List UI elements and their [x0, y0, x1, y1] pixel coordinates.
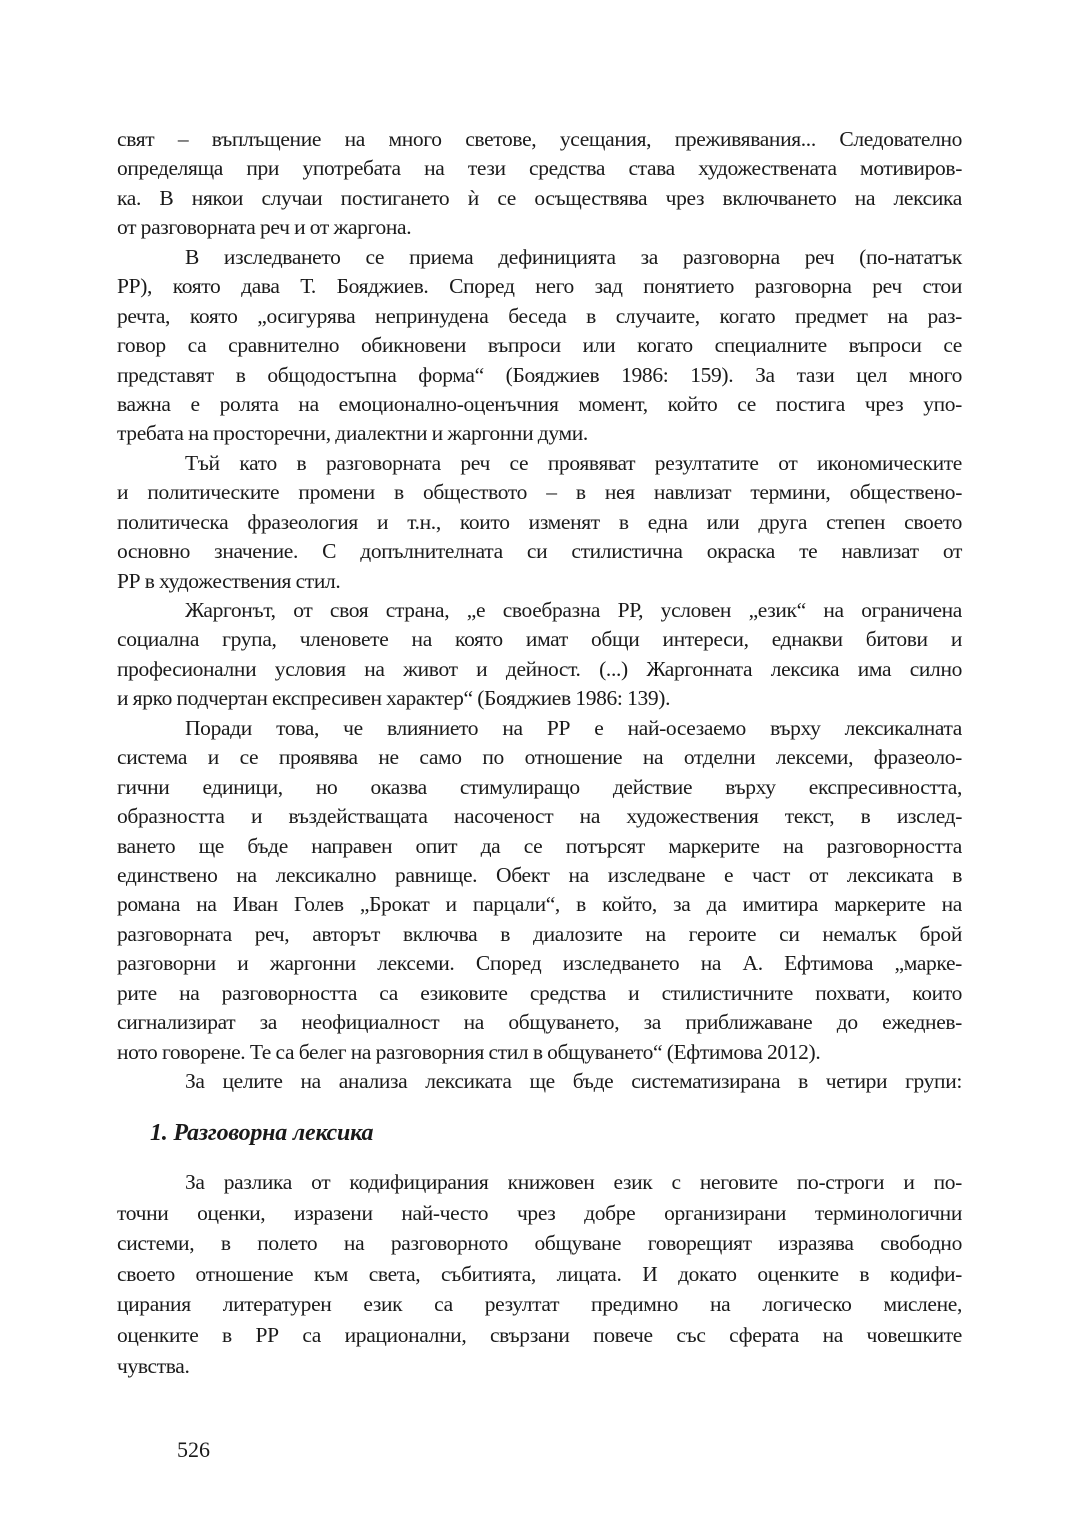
- paragraph: [117, 596, 962, 714]
- paragraph: [117, 125, 962, 243]
- text-line: и ярко подчертан експресивен характер“ (Бояджиев 1986: 139).: [117, 686, 671, 711]
- text-line: образността и въздействащата насоченост на художествения текст, в изслед-: [117, 804, 962, 829]
- text-line: ването ще бъде направен опит да се потърсят маркерите на разговорността: [117, 833, 962, 858]
- text-line: говор са сравнително обикновени въпроси или когато специалните въпроси се: [117, 333, 962, 358]
- text-line: РР), която дава Т. Бояджиев. Според него зад понятието разговорна реч стои: [117, 274, 962, 299]
- text-line: В изследването се приема дефиницията за разговорна реч (по-нататък: [185, 244, 962, 269]
- text-line: определяща при употребата на тези средства става художествената мотивиров-: [117, 156, 962, 181]
- text-line: политическа фразеология и т.н., които изменят в една или друга степен своето: [117, 509, 962, 534]
- text-line: За целите на анализа лексиката ще бъде систематизирана в четири групи:: [185, 1069, 962, 1093]
- text-line: Тъй като в разговорната реч се проявяват резултатите от икономическите: [185, 450, 962, 475]
- paragraph: [117, 449, 962, 596]
- text-line: чувства.: [117, 1353, 190, 1378]
- text-line: точни оценки, изразени най-често чрез добре организирани терминологични: [117, 1200, 962, 1225]
- text-line: основно значение. С допълнителната си стилистична окраска те навлизат от: [117, 539, 962, 564]
- text-line: Жаргонът, от своя страна, „е своебразна РР, условен „език“ на ограничена: [185, 598, 962, 622]
- section-1-body: [117, 125, 962, 1096]
- text-line: требата на просторечни, диалектни и жаргонни думи.: [117, 421, 588, 446]
- text-line: рите на разговорността са езиковите средства и стилистичните похвати, които: [117, 980, 962, 1005]
- paragraph: [117, 243, 962, 449]
- text-line: система и се проявява не само по отношение на отделни лексеми, фразеоло-: [117, 745, 962, 770]
- text-line: важна е ролята на емоционално-оценъчния момент, който се постига чрез упо-: [117, 391, 962, 416]
- text-line: ка. В някои случаи постигането ѝ се осъществява чрез включването на лексика: [117, 185, 962, 210]
- paragraph: [117, 714, 962, 1067]
- text-line: РР в художествения стил.: [117, 568, 341, 593]
- text-line: социална група, членовете на която имат общи интереси, еднакви битови и: [117, 627, 962, 652]
- text-line: цирания литературен език са резултат предимно на логическо мислене,: [117, 1292, 962, 1317]
- text-line: и политическите промени в обществото – в нея навлизат термини, обществено-: [117, 480, 962, 505]
- text-line: системи, в полето на разговорното общуване говорещият изразява свободно: [117, 1231, 962, 1256]
- text-line: разговорната реч, авторът включва в диалозите на героите си немалък брой: [117, 921, 962, 946]
- text-line: своето отношение към света, събитията, лицата. И докато оценките в кодифи-: [117, 1261, 962, 1286]
- text-line: професионални условия на живот и дейност. (...) Жаргонната лексика има силно: [117, 656, 962, 681]
- text-line: представят в общодостъпна форма“ (Бояджиев 1986: 159). За тази цел много: [117, 362, 962, 387]
- paragraph: [117, 1167, 962, 1381]
- text-line: гични единици, но оказва стимулиращо действие върху експресивността,: [117, 774, 962, 799]
- text-line: единствено на лексикално равнище. Обект на изследване е част от лексиката в: [117, 862, 962, 887]
- text-line: разговорни и жаргонни лексеми. Според изследването на А. Ефтимова „марке-: [117, 951, 962, 976]
- text-line: речта, която „осигурява непринудена беседа в случаите, когато предмет на раз-: [117, 303, 962, 328]
- text-line: оценките в РР са ирационални, свързани повече със сферата на човешките: [117, 1322, 962, 1347]
- text-line: романа на Иван Голев „Брокат и парцали“, в който, за да имитира маркерите на: [117, 892, 962, 917]
- text-line: Поради това, че влиянието на РР е най-осезаемо върху лексикалната: [185, 715, 962, 740]
- text-line: ното говорене. Те са белег на разговорния стил в общуването“ (Ефтимова 2012).: [117, 1039, 821, 1064]
- text-line: За разлика от кодифицирания книжовен език с неговите по-строги и по-: [185, 1170, 962, 1194]
- text-line: от разговорната реч и от жаргона.: [117, 215, 412, 240]
- text-line: сигнализират за неофициалност на общуването, за приближаване до ежеднев-: [117, 1010, 962, 1035]
- paragraph: [117, 1067, 962, 1096]
- section-heading: 1. Разговорна лексика: [150, 1120, 374, 1146]
- text-line: свят – въплъщение на много светове, усещания, преживявания... Следователно: [117, 127, 962, 151]
- section-2-body: [117, 1167, 962, 1381]
- page-number: 526: [177, 1437, 210, 1462]
